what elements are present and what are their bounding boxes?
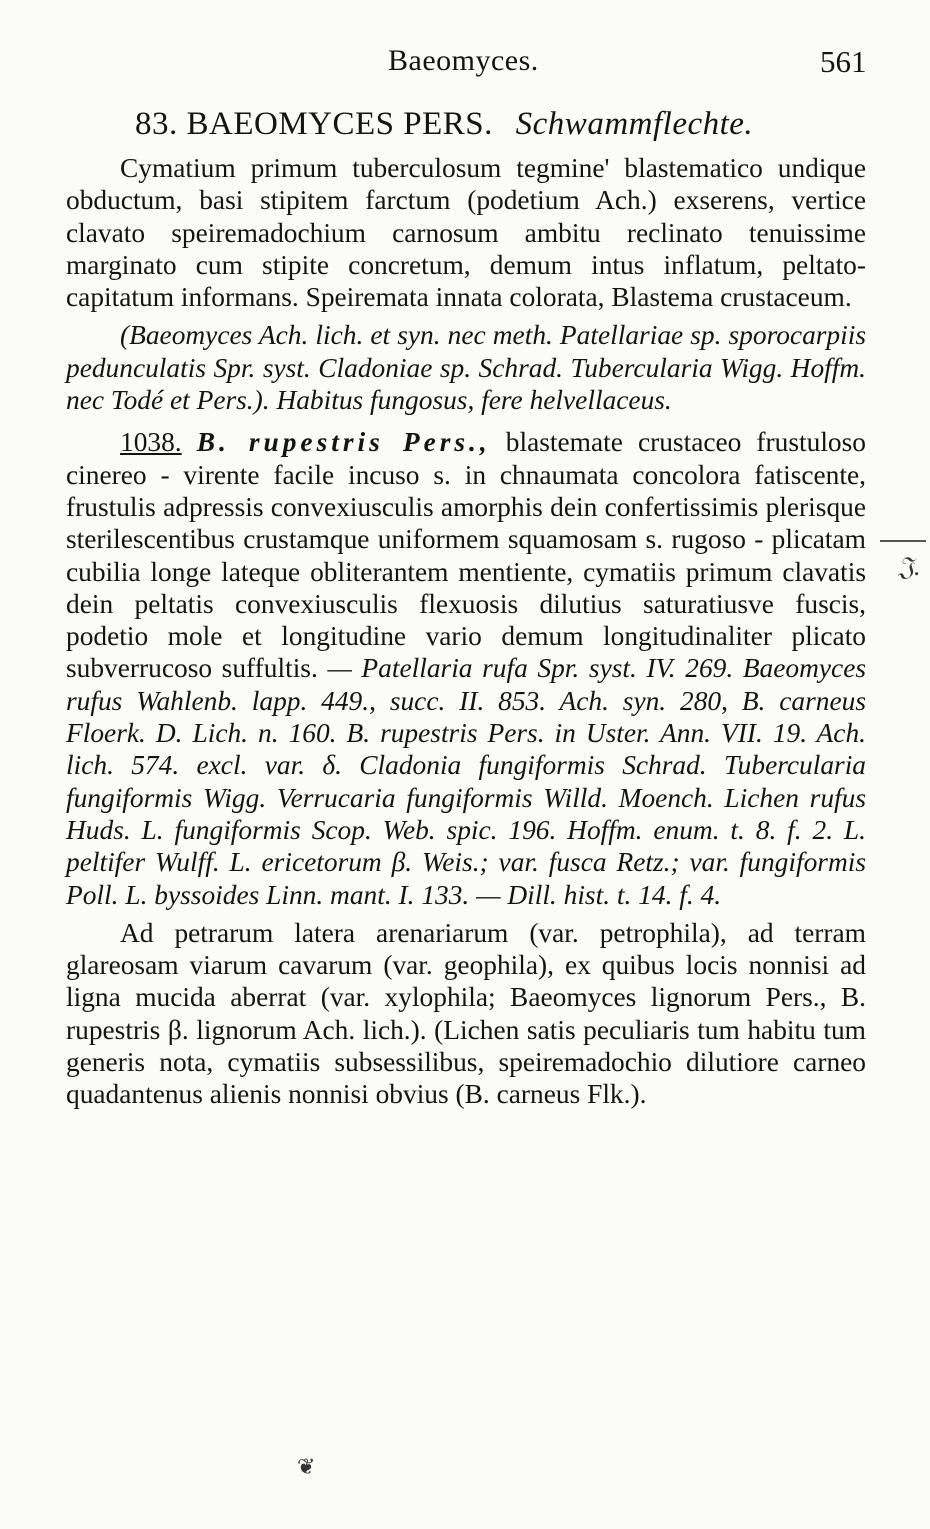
species-number: 1038.	[120, 427, 182, 458]
synonyms-note: (Baeomyces Ach. lich. et syn. nec meth. Patellariae sp. sporocarpiis pedunculatis Spr. syst. Cladoniae sp. Schrad. Tubercularia Wigg. Hoffm. nec Todé et Pers.). Habitus fungosus, fere helvellaceus.	[66, 320, 866, 416]
species-synonymy: — Patellaria rufa Spr. syst. IV. 269. Baeomyces rufus Wahlenb. lapp. 449., succ. II. 853. Ach. syn. 280, B. carneus Floerk. D. Lich. n. 160. B. rupestris Pers. in Uster. Ann. VII. 19. Ach. lich. 574. excl. var. δ. Cladonia fungiformis Schrad. Tubercularia fungiformis Wigg. Verrucaria fungiformis Willd. Moench. Lichen rufus Huds. L. fungiformis Scop. Web. spic. 196. Hoffm. enum. t. 8. f. 2. L. peltifer Wulff. L. ericetorum β. Weis.; var. fusca Retz.; var. fungiformis Poll. L. byssoides Linn. mant. I. 133. — Dill. hist. t. 14. f. 4.	[66, 653, 867, 910]
margin-note: 𝔍.	[898, 552, 921, 581]
running-title: Baeomyces.	[388, 44, 539, 77]
genus-name: BAEOMYCES PERS.	[186, 106, 493, 142]
species-description: blastemate crustaceo frustuloso cinereo - virente facile incuso s. in chnaumata concolora fatiscente, frustulis adpressis convexiusculis amorphis dein confertissimis plerisque sterilescentibus crustamque uniformem squamosam s. rugoso - plicatam cubilia longe lateque obliterantem mentiente, cymatiis primum clavatis dein peltatis convexiusculis flexuosis dilutius saturatiusve fuscis, podetio mole et longitudine vario demum longitudinaliter plicato subverrucoso suffultis.	[66, 427, 866, 684]
page-header	[0, 44, 930, 94]
genus-number: 83.	[135, 106, 178, 142]
ornament-mark: ❦	[297, 1454, 316, 1479]
text-body	[66, 152, 866, 1111]
page-number: 561	[820, 44, 867, 79]
species-habitat: Ad petrarum latera arenariarum (var. petrophila), ad terram glareosam viarum cavarum (var. geophila), ex quibus locis nonnisi ad ligna mucida aberrat (var. xylophila; Baeomyces lignorum Pers., B. rupestris β. lignorum Ach. lich.). (Lichen satis peculiaris tum habitu tum generis nota, cymatiis subsessilibus, speiremadochio dilutiore carneo quadantenus alienis nonnisi obvius (B. carneus Flk.).	[66, 917, 866, 1110]
genus-description: Cymatium primum tuberculosum tegmine' blastematico undique obductum, basi stipitem farctum (podetium Ach.) exserens, vertice clavato speiremadochium carnosum ambitu reclinato tenuissime marginato cum stipite concretum, demum intus inflatum, peltato-capitatum informans. Speiremata innata colorata, Blastema crustaceum.	[66, 153, 866, 313]
species-entry	[66, 426, 866, 910]
genus-common-name: Schwammflechte.	[515, 106, 754, 142]
genus-heading	[135, 106, 753, 143]
margin-rule	[880, 540, 926, 542]
species-name: B. rupestris Pers.,	[196, 427, 491, 458]
